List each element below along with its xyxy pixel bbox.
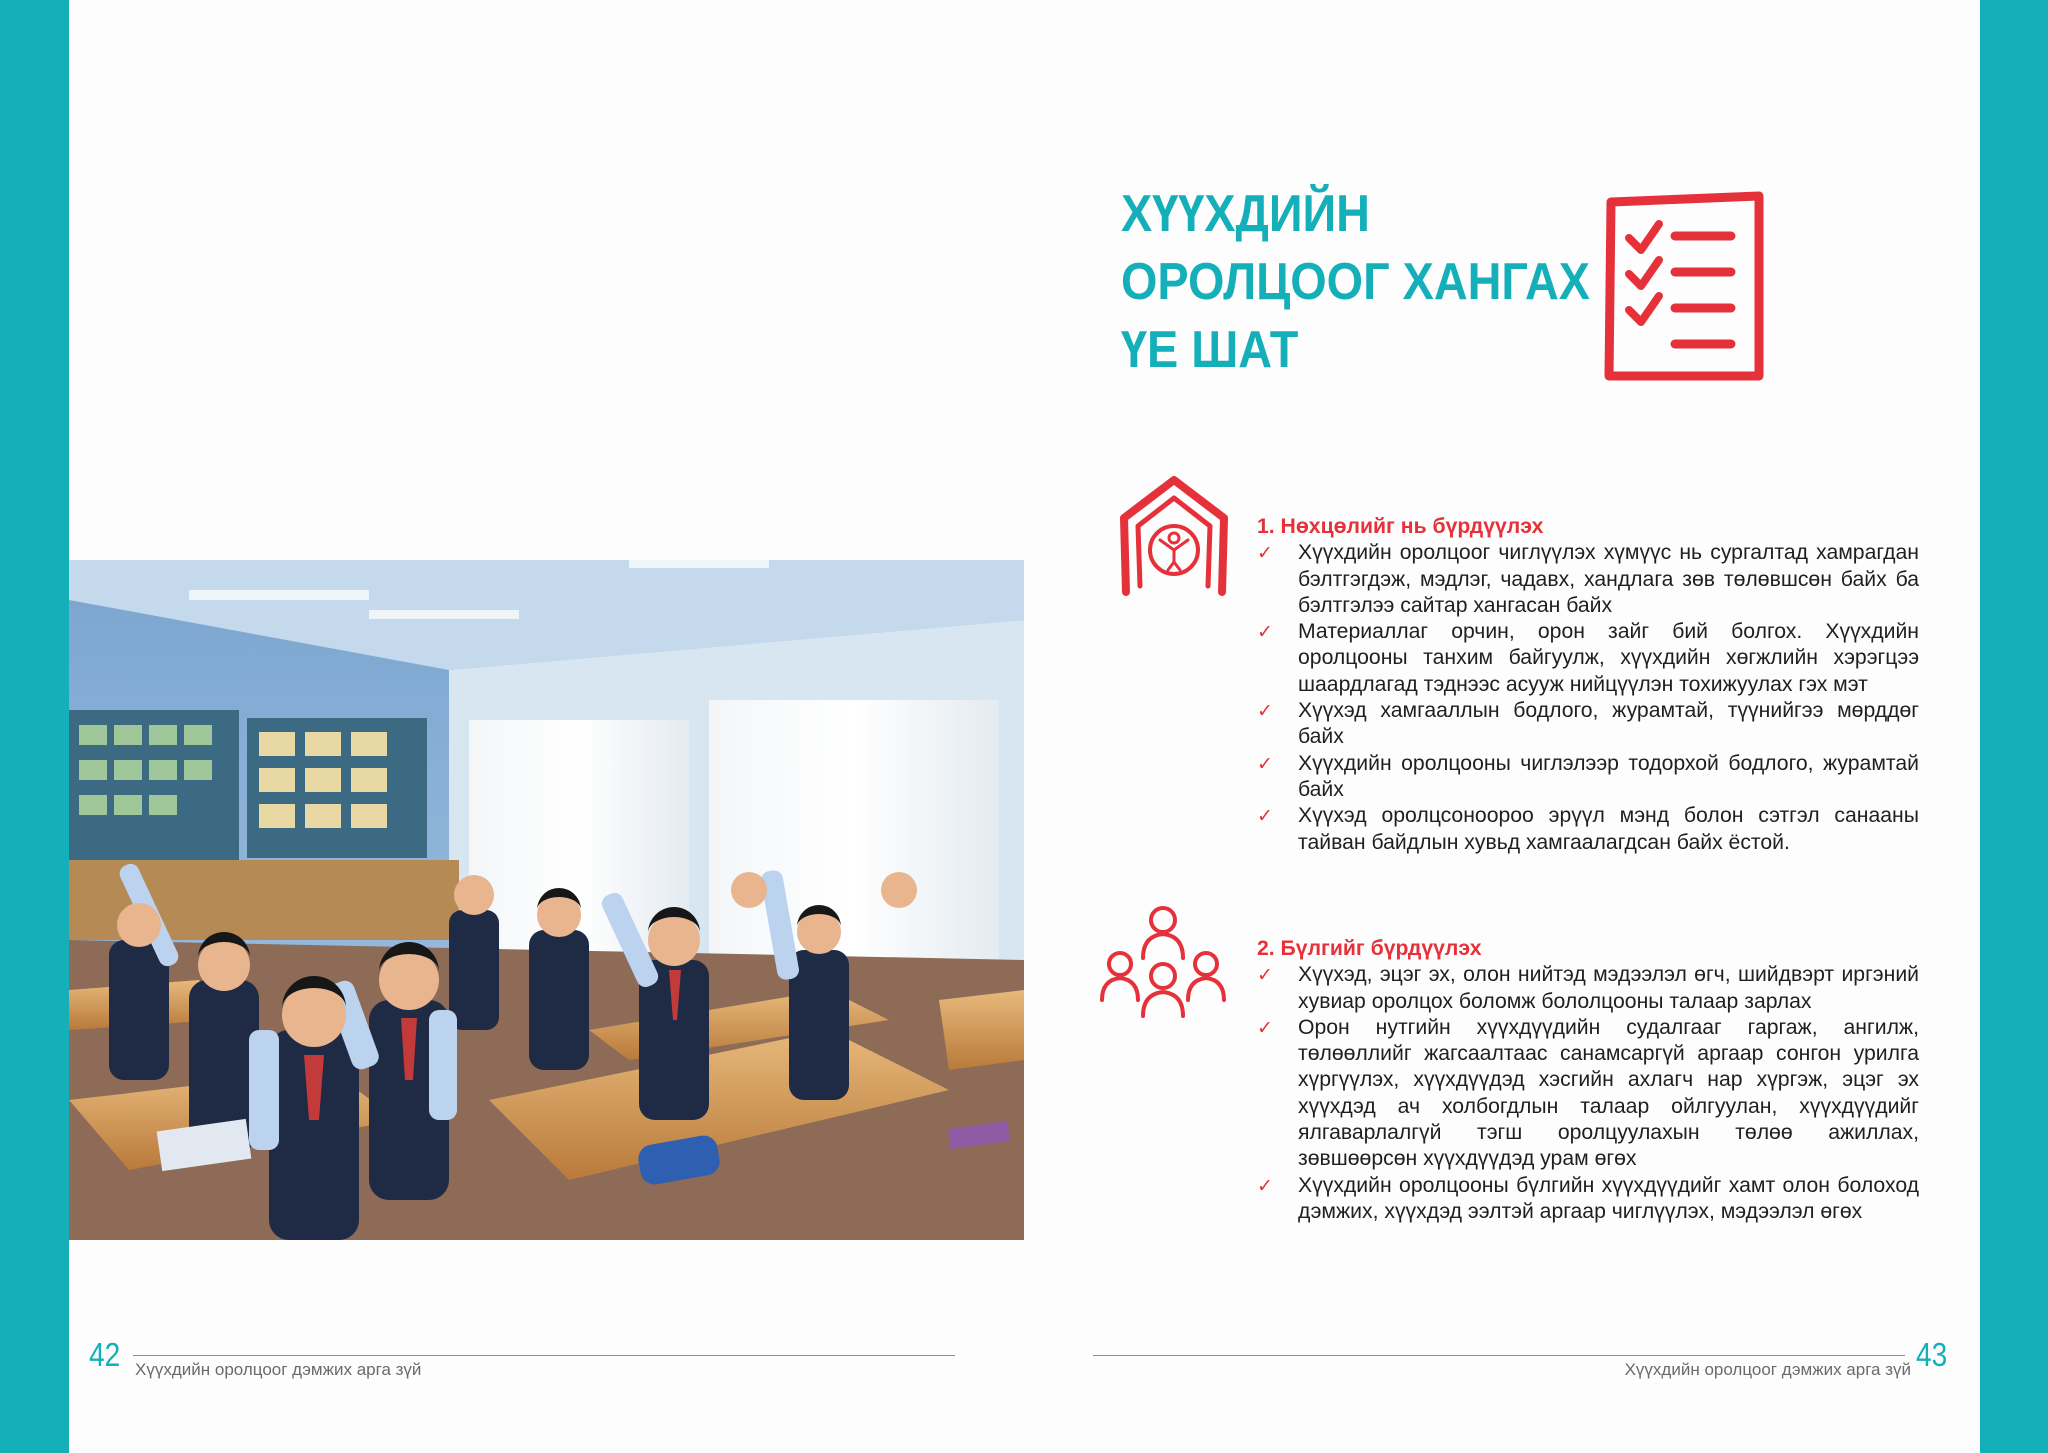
list-item bbox=[1257, 962, 1919, 1015]
page-number-right: 43 bbox=[1916, 1336, 1948, 1373]
checkmark-icon: ✓ bbox=[1257, 621, 1273, 644]
checkmark-icon: ✓ bbox=[1257, 752, 1273, 775]
list-item bbox=[1257, 698, 1919, 751]
footer-divider-left bbox=[133, 1355, 955, 1356]
left-margin-bar bbox=[0, 0, 69, 1453]
checkmark-icon: ✓ bbox=[1257, 542, 1273, 565]
list-item bbox=[1257, 540, 1919, 619]
section-group bbox=[1257, 936, 1919, 1225]
checklist-icon bbox=[1601, 190, 1767, 382]
title-line-3: ҮЕ ШАТ bbox=[1121, 321, 1299, 379]
people-group-icon bbox=[1096, 902, 1230, 1020]
list-item bbox=[1257, 1173, 1919, 1226]
page-title bbox=[1121, 180, 1591, 384]
checkmark-icon: ✓ bbox=[1257, 964, 1273, 987]
list-item-text: Хүүхдийн оролцоог чиглүүлэх хүмүүс нь сургалтад хамрагдан бэлтгэгдэж, мэдлэг, чадавх, хандлага зөв төлөвшсөн байх ба бэлтгэлээ сайтар хангасан байх bbox=[1298, 541, 1919, 617]
checkmark-icon: ✓ bbox=[1257, 805, 1273, 828]
section-1-list bbox=[1257, 540, 1919, 856]
list-item bbox=[1257, 619, 1919, 698]
section-conditions bbox=[1257, 514, 1919, 856]
checkmark-icon: ✓ bbox=[1257, 1174, 1273, 1197]
page-number-left: 42 bbox=[89, 1336, 121, 1373]
list-item-text: Хүүхдийн оролцооны чиглэлээр тодорхой бодлого, журамтай байх bbox=[1298, 751, 1919, 801]
list-item-text: Хүүхэд оролцсоноороо эрүүл мэнд болон сэтгэл санааны тайван байдлын хувьд хамгаалагдсан байх ёстой. bbox=[1298, 804, 1919, 854]
list-item bbox=[1257, 803, 1919, 856]
list-item bbox=[1257, 751, 1919, 804]
list-item-text: Орон нутгийн хүүхдүүдийн судалгааг гаргаж, ангилж, төлөөллийг жагсаалтаас санамсаргүй аргаар сонгон урилга хүргүүлэх, хүүхдүүдэд хэсгийн ахлагч нар хүргэж, эцэг эх хүүхдэд ач холбогдлын талаар ойлгуулан, хүүхдүүдийг ялгаварлалгүй тэгш оролцуулахын төлөө ажиллах, зөвшөөрсөн хүүхдүүдэд урам өгөх bbox=[1298, 1015, 1919, 1171]
section-2-heading: 2. Бүлгийг бүрдүүлэх bbox=[1257, 937, 1482, 960]
list-item bbox=[1257, 1015, 1919, 1173]
footer-divider-right bbox=[1093, 1355, 1905, 1356]
checkmark-icon: ✓ bbox=[1257, 700, 1273, 723]
list-item-text: Хүүхэд хамгааллын бодлого, журамтай, түүнийгээ мөрддөг байх bbox=[1298, 699, 1919, 749]
house-child-icon bbox=[1118, 474, 1230, 600]
title-line-1: ХҮҮХДИЙН bbox=[1121, 185, 1370, 243]
list-item-text: Хүүхдийн оролцооны бүлгийн хүүхдүүдийг хамт олон болоход дэмжих, хүүхдэд ээлтэй аргаар чиглүүлэх, мэдээлэл өгөх bbox=[1298, 1173, 1919, 1223]
classroom-photo bbox=[69, 560, 1024, 1240]
right-margin-bar bbox=[1980, 0, 2048, 1453]
footer-title-right: Хүүхдийн оролцоог дэмжих арга зүй bbox=[1624, 1360, 1911, 1379]
footer-title-left: Хүүхдийн оролцоог дэмжих арга зүй bbox=[135, 1360, 422, 1379]
title-line-2: ОРОЛЦООГ ХАНГАХ bbox=[1121, 253, 1591, 311]
checkmark-icon: ✓ bbox=[1257, 1016, 1273, 1039]
list-item-text: Материаллаг орчин, орон зайг бий болгох. Хүүхдийн оролцооны танхим байгуулж, хүүхдийн хөгжлийн хэрэгцээ шаардлагад тэднээс асууж нийцүүлэн тохижуулах гэх мэт bbox=[1298, 620, 1919, 696]
section-1-heading: 1. Нөхцөлийг нь бүрдүүлэх bbox=[1257, 515, 1544, 538]
list-item-text: Хүүхэд, эцэг эх, олон нийтэд мэдээлэл өгч, шийдвэрт иргэний хувиар оролцох боломж бололцооны талаар зарлах bbox=[1298, 963, 1919, 1013]
section-2-list bbox=[1257, 962, 1919, 1225]
